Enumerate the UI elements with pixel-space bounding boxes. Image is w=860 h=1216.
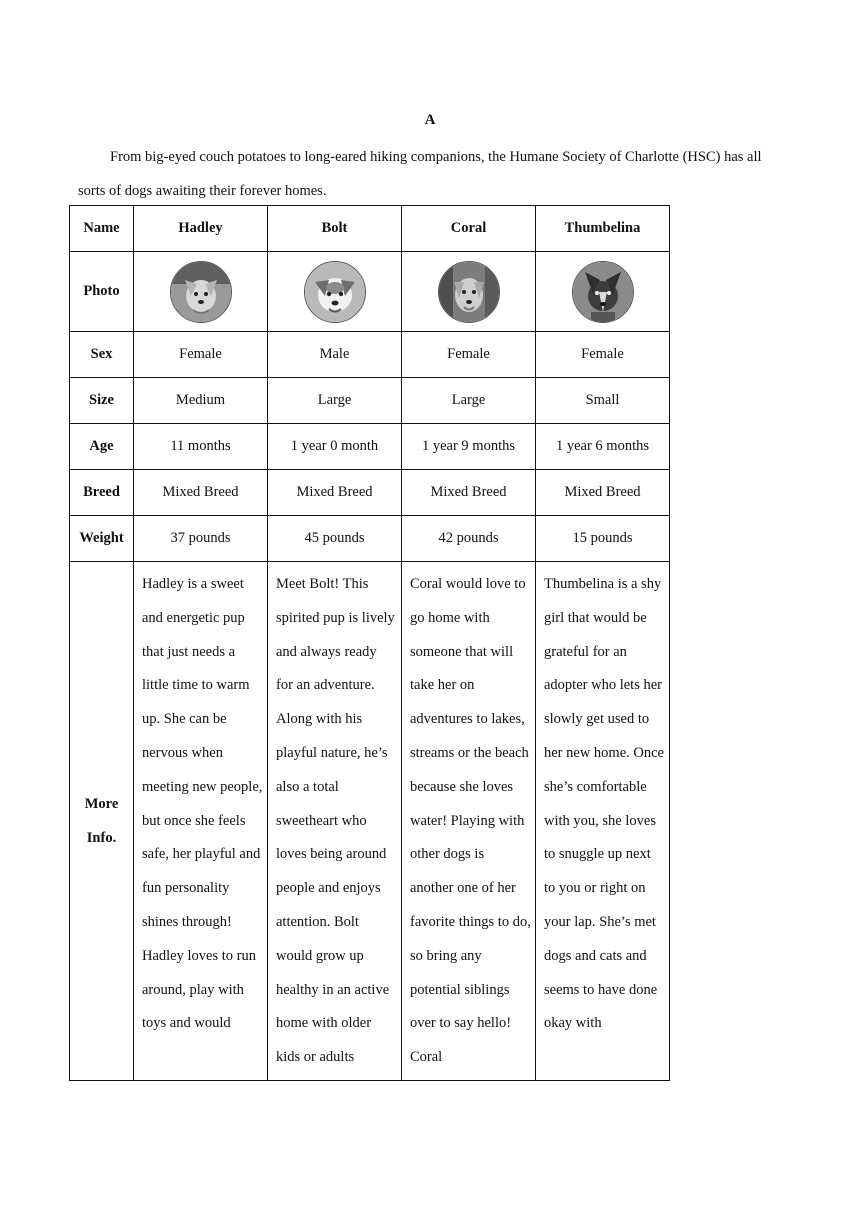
row-label-age: Age <box>70 424 134 470</box>
row-label-name: Name <box>70 206 134 252</box>
dog-size: Large <box>402 378 536 424</box>
dog-sex: Male <box>268 332 402 378</box>
dog-table <box>69 205 670 1081</box>
photo-cell <box>268 252 402 332</box>
dog-photo-icon <box>304 261 366 323</box>
dog-name: Thumbelina <box>536 206 670 252</box>
row-label-weight: Weight <box>70 516 134 562</box>
dog-sex: Female <box>134 332 268 378</box>
row-label-photo: Photo <box>70 252 134 332</box>
dog-breed: Mixed Breed <box>402 470 536 516</box>
dog-age: 1 year 6 months <box>536 424 670 470</box>
dog-photo-icon <box>170 261 232 323</box>
table-row-more-info <box>70 562 670 1081</box>
table-row-photo <box>70 252 670 332</box>
dog-weight: 45 pounds <box>268 516 402 562</box>
dog-size: Small <box>536 378 670 424</box>
table-row-breed <box>70 470 670 516</box>
dog-sex: Female <box>402 332 536 378</box>
dog-weight: 15 pounds <box>536 516 670 562</box>
table-row-sex <box>70 332 670 378</box>
dog-size: Medium <box>134 378 268 424</box>
dog-info: Meet Bolt! This spirited pup is lively and always ready for an adventure. Along with his playful nature, he’s also a total sweetheart who loves being around people and enjoys attention. Bolt would grow up healthy in an active home with older kids or adults <box>268 562 402 1081</box>
intro-paragraph: From big-eyed couch potatoes to long-eared hiking companions, the Humane Society of Charlotte (HSC) has all sorts of dogs awaiting their forever homes. <box>78 149 762 199</box>
dog-weight: 42 pounds <box>402 516 536 562</box>
table-row-age <box>70 424 670 470</box>
dog-breed: Mixed Breed <box>268 470 402 516</box>
dog-breed: Mixed Breed <box>536 470 670 516</box>
dog-photo-icon <box>572 261 634 323</box>
row-label-more-info <box>70 562 134 1081</box>
dog-age: 11 months <box>134 424 268 470</box>
dog-info: Coral would love to go home with someone that will take her on adventures to lakes, streams or the beach because she loves water! Playing with other dogs is another one of her favorite things to do, so bring any potential siblings over to say hello! Coral <box>402 562 536 1081</box>
dog-name: Bolt <box>268 206 402 252</box>
more-info-label: More Info. <box>84 796 119 846</box>
row-label-breed: Breed <box>70 470 134 516</box>
photo-cell <box>402 252 536 332</box>
dog-name: Coral <box>402 206 536 252</box>
dog-info: Thumbelina is a shy girl that would be grateful for an adopter who lets her slowly get used to her new home. Once she’s comfortable with you, she loves to snuggle up next to you or right on your lap. She’s met dogs and cats and seems to have done okay with <box>536 562 670 1081</box>
dog-name: Hadley <box>134 206 268 252</box>
dog-breed: Mixed Breed <box>134 470 268 516</box>
dog-size: Large <box>268 378 402 424</box>
dog-age: 1 year 0 month <box>268 424 402 470</box>
section-title: A <box>424 112 436 128</box>
dog-weight: 37 pounds <box>134 516 268 562</box>
table-row-weight <box>70 516 670 562</box>
photo-cell <box>536 252 670 332</box>
row-label-sex: Sex <box>70 332 134 378</box>
table-row-name <box>70 206 670 252</box>
table-row-size <box>70 378 670 424</box>
dog-info: Hadley is a sweet and energetic pup that just needs a little time to warm up. She can be nervous when meeting new people, but once she feels safe, her playful and fun personality shines through! Hadley loves to run around, play with toys and would <box>134 562 268 1081</box>
row-label-size: Size <box>70 378 134 424</box>
dog-photo-icon <box>438 261 500 323</box>
photo-cell <box>134 252 268 332</box>
dog-age: 1 year 9 months <box>402 424 536 470</box>
dog-sex: Female <box>536 332 670 378</box>
